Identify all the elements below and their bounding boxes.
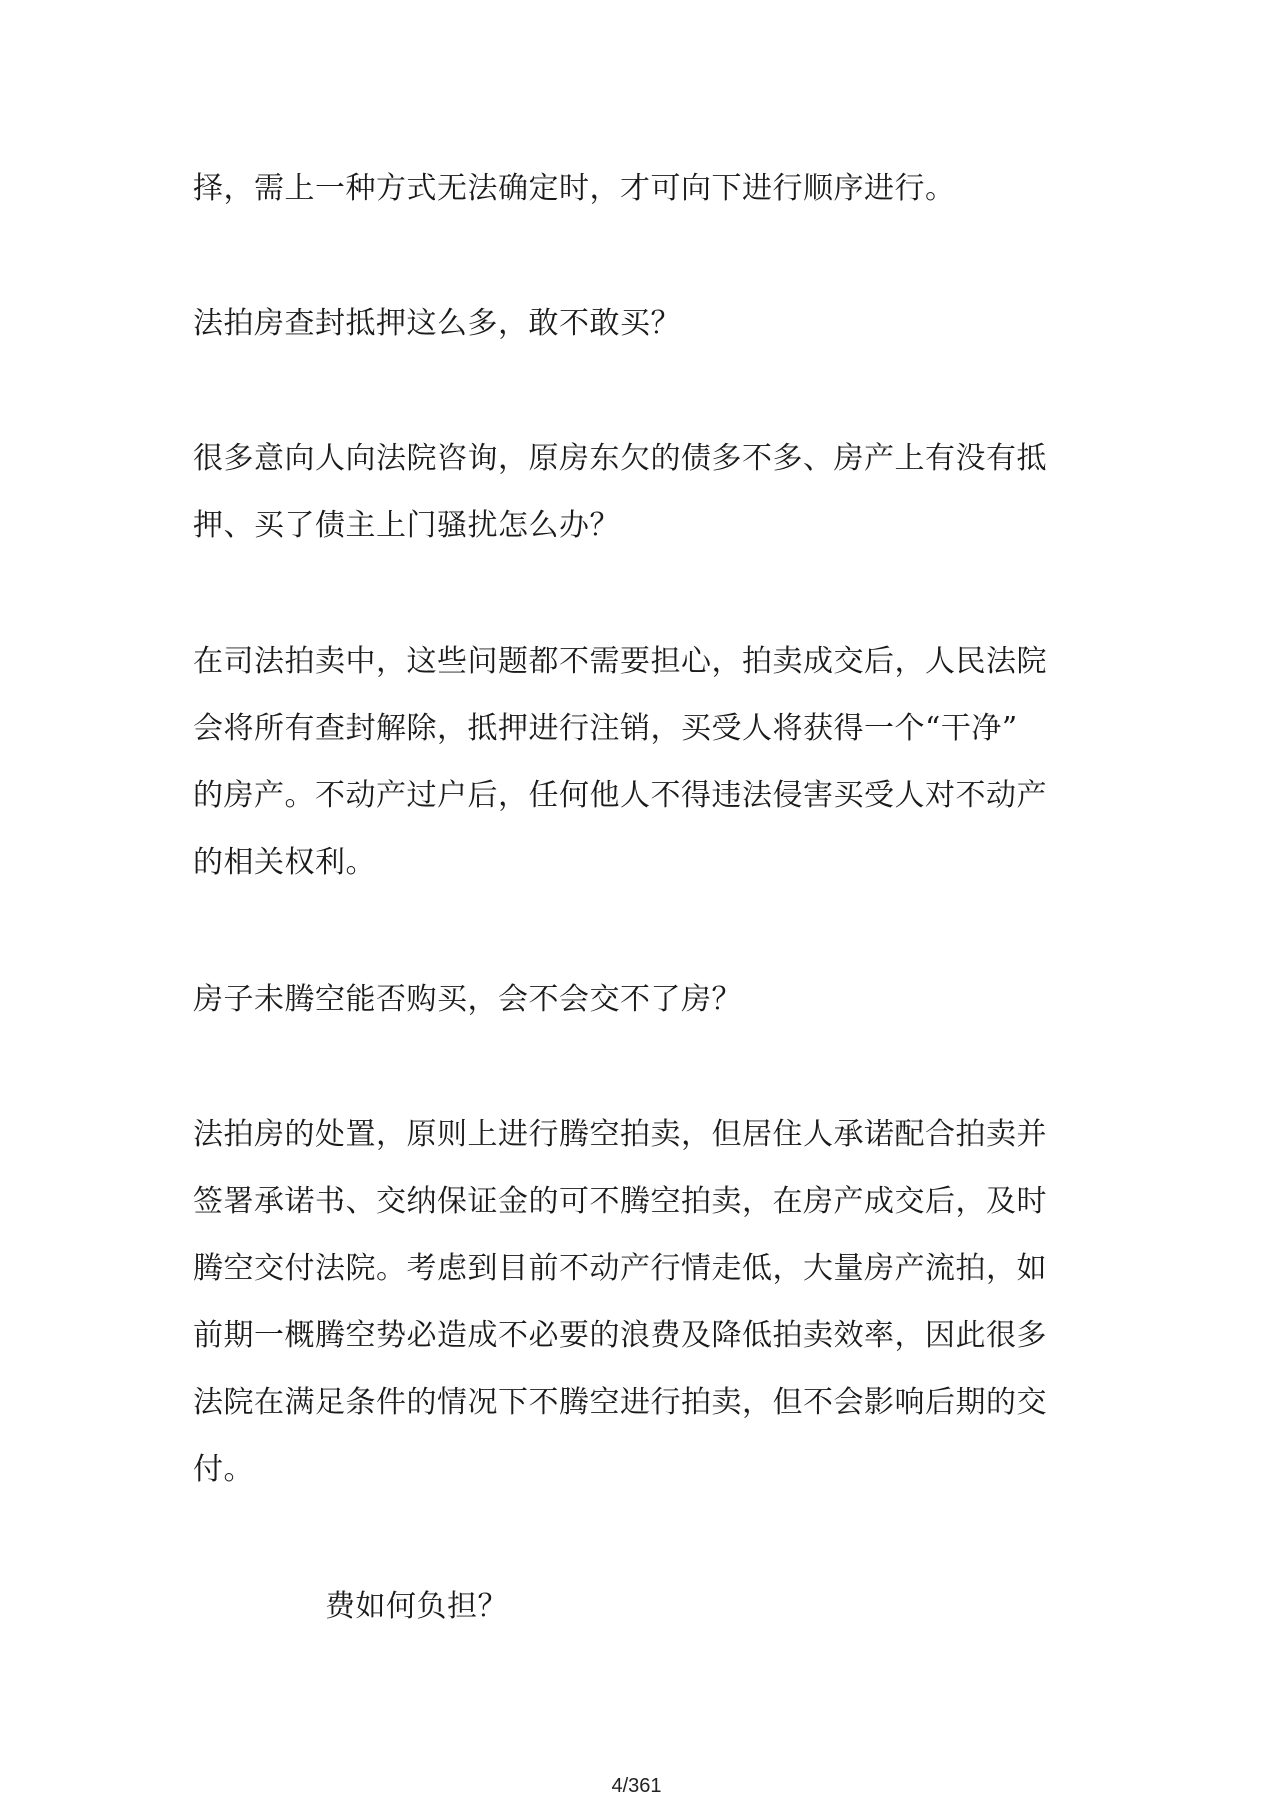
text-line: 前期一概腾空势必造成不必要的浪费及降低拍卖效率，因此很多 xyxy=(193,1318,1047,1353)
text-line: 付。 xyxy=(193,1452,254,1487)
section-heading xyxy=(193,966,1093,1033)
text-line: 法拍房的处置，原则上进行腾空拍卖，但居住人承诺配合拍卖并 xyxy=(193,1117,1047,1152)
paragraph xyxy=(193,1101,1093,1503)
text-line: 房子未腾空能否购买，会不会交不了房？ xyxy=(193,982,742,1017)
paragraph xyxy=(193,628,1093,896)
text-line: 法院在满足条件的情况下不腾空进行拍卖，但不会影响后期的交 xyxy=(193,1385,1047,1420)
text-line: 择，需上一种方式无法确定时，才可向下进行顺序进行。 xyxy=(193,171,956,206)
paragraph xyxy=(193,425,1093,559)
text-line: 腾空交付法院。考虑到目前不动产行情走低，大量房产流拍，如 xyxy=(193,1251,1047,1286)
text-line: 签署承诺书、交纳保证金的可不腾空拍卖，在房产成交后，及时 xyxy=(193,1184,1047,1219)
text-line: 的房产。不动产过户后，任何他人不得违法侵害买受人对不动产 xyxy=(193,778,1047,813)
page-number: 4/361 xyxy=(611,1775,662,1797)
text-line: 的相关权利。 xyxy=(193,845,376,880)
text-line: 在司法拍卖中，这些问题都不需要担心，拍卖成交后，人民法院 xyxy=(193,644,1047,679)
text-line: 会将所有查封解除，抵押进行注销，买受人将获得一个“干净” xyxy=(193,711,1018,746)
text-line: 押、买了债主上门骚扰怎么办？ xyxy=(193,508,620,543)
section-heading xyxy=(325,1573,1225,1640)
text-line: 费如何负担？ xyxy=(325,1589,508,1624)
text-line: 法拍房查封抵押这么多，敢不敢买？ xyxy=(193,306,681,341)
paragraph xyxy=(193,155,1093,222)
text-line: 很多意向人向法院咨询，原房东欠的债多不多、房产上有没有抵 xyxy=(193,441,1047,476)
section-heading xyxy=(193,290,1093,357)
